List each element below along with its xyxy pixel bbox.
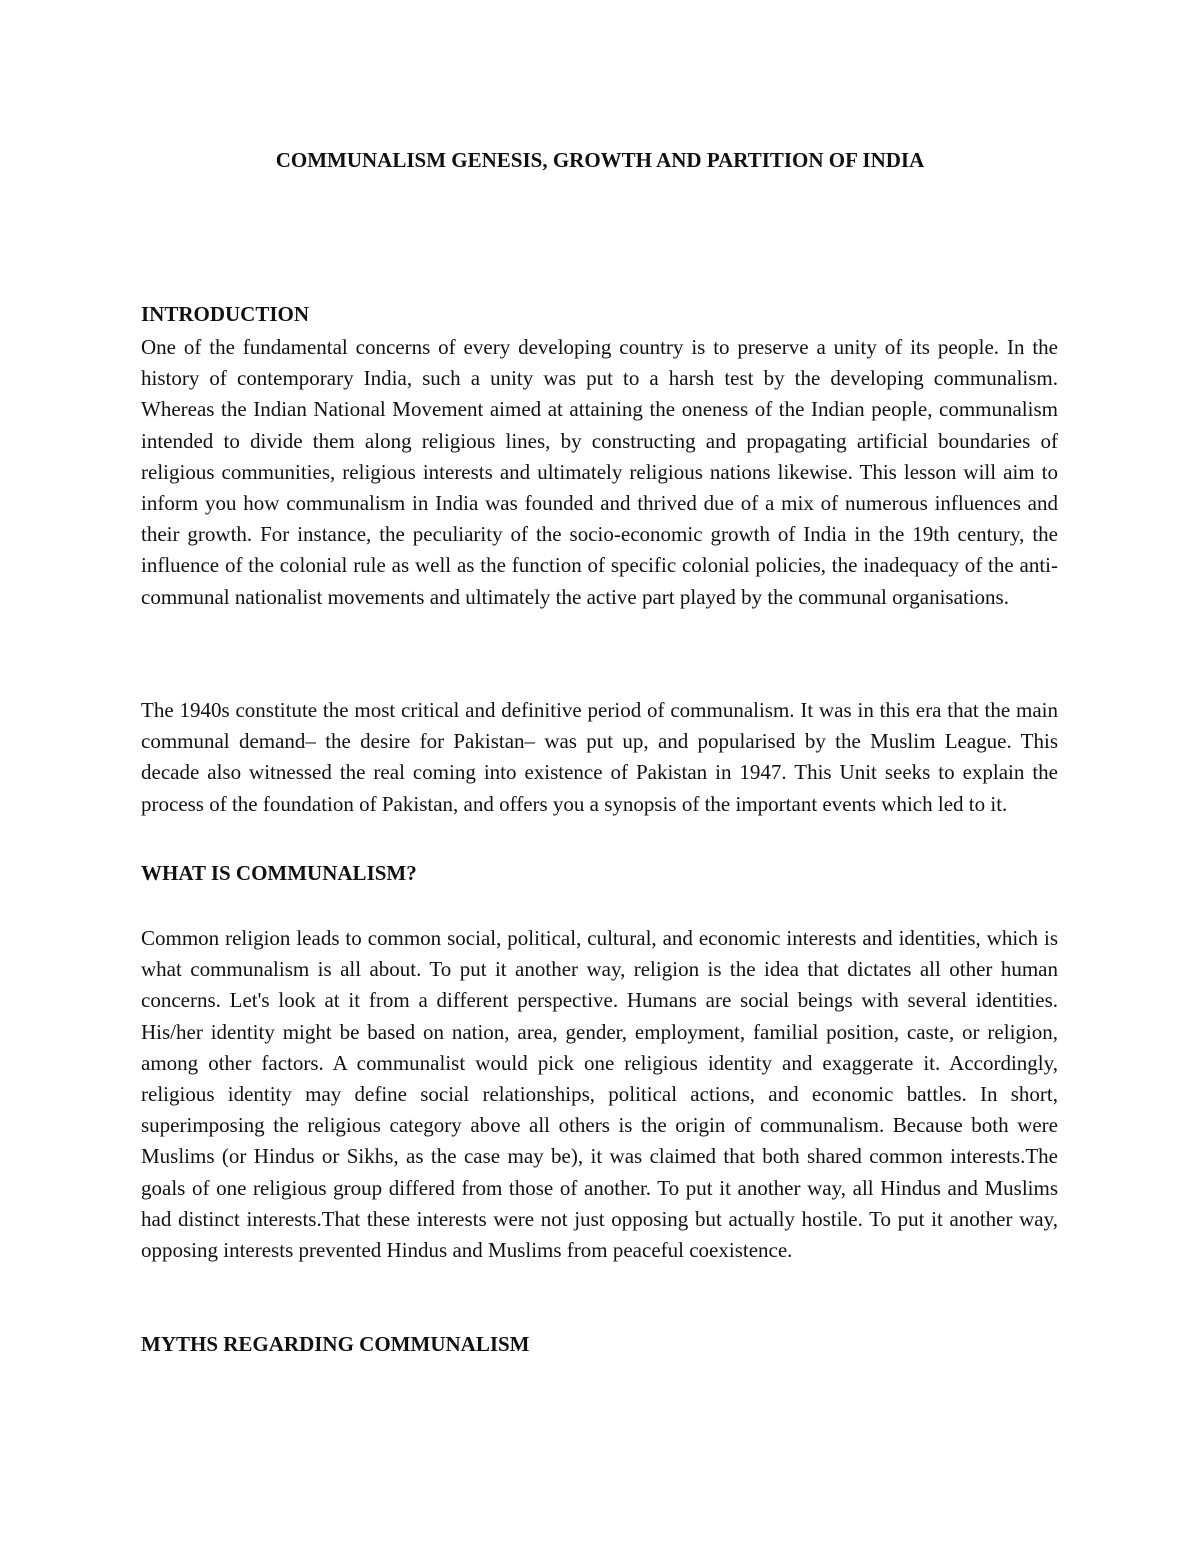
section-heading-introduction: INTRODUCTION xyxy=(141,302,310,326)
what-is-communalism-paragraph: Common religion leads to common social, political, cultural, and economic interests and identities, which is what communalism is all about. To put it another way, religion is the idea that dictates all other human concerns. Let's look at it from a different perspective. Humans are social beings with several identities. His/her identity might be based on nation, area, gender, employment, familial position, caste, or religion, among other factors. A communalist would pick one religious identity and exaggerate it. Accordingly, religious identity may define social relationships, political actions, and economic battles. In short, superimposing the religious category above all others is the origin of communalism. Because both were Muslims (or Hindus or Sikhs, as the case may be), it was claimed that both shared common interests.The goals of one religious group differed from those of another. To put it another way, all Hindus and Muslims had distinct interests.That these interests were not just opposing but actually hostile. To put it another way, opposing interests prevented Hindus and Muslims from peaceful coexistence. xyxy=(141,926,1058,1263)
introduction-paragraph-2: The 1940s constitute the most critical and definitive period of communalism. It was in this era that the main communal demand– the desire for Pakistan– was put up, and popularised by the Muslim League. This decade also witnessed the real coming into existence of Pakistan in 1947. This Unit seeks to explain the process of the foundation of Pakistan, and offers you a synopsis of the important events which led to it. xyxy=(141,698,1058,816)
document-title: COMMUNALISM GENESIS, GROWTH AND PARTITION OF INDIA xyxy=(275,148,925,172)
introduction-paragraph-1: One of the fundamental concerns of every developing country is to preserve a unity of its people. In the history of contemporary India, such a unity was put to a harsh test by the developing communalism. Whereas the Indian National Movement aimed at attaining the oneness of the Indian people, communalism intended to divide them along religious lines, by constructing and propagating artificial boundaries of religious communities, religious interests and ultimately religious nations likewise. This lesson will aim to inform you how communalism in India was founded and thrived due of a mix of numerous influences and their growth. For instance, the peculiarity of the socio-economic growth of India in the 19th century, the influence of the colonial rule as well as the function of specific colonial policies, the inadequacy of the anti-communal nationalist movements and ultimately the active part played by the communal organisations. xyxy=(141,335,1058,609)
section-heading-what-is-communalism: WHAT IS COMMUNALISM? xyxy=(141,861,417,885)
section-heading-myths: MYTHS REGARDING COMMUNALISM xyxy=(141,1332,530,1356)
